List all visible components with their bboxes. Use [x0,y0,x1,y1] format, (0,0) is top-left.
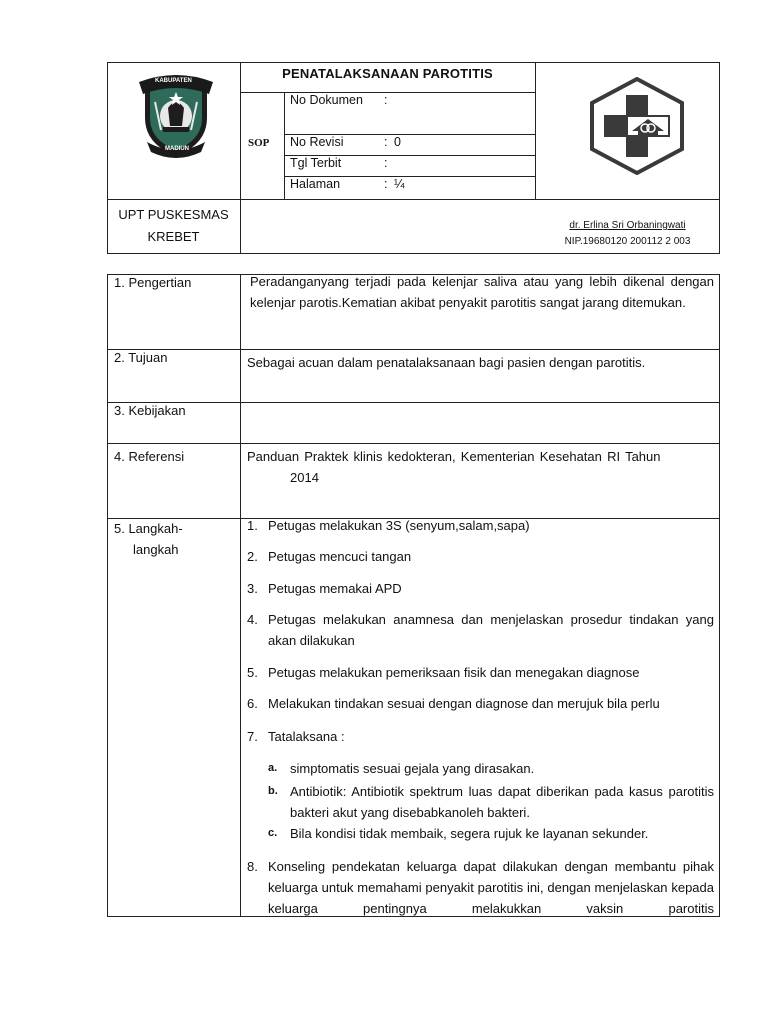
field-sep: : [384,135,388,149]
divider [240,62,241,254]
field-label-no-revisi: No Revisi [290,135,344,149]
section-text-tujuan: Sebagai acuan dalam penatalaksanaan bagi pasien dengan parotitis. [247,355,646,370]
substep-text: Bila kondisi tidak membaik, segera rujuk ke layanan sekunder. [290,826,649,841]
step-text: Petugas melakukan pemeriksaan fisik dan menegakan diagnose [268,665,640,680]
divider [107,443,720,444]
regency-emblem-logo [135,72,217,158]
divider [107,402,720,403]
step-number: 3. [247,581,258,596]
step-text: Tatalaksana : [268,729,345,744]
section-label-pengertian: 1. Pengertian [114,275,192,290]
step-text: Petugas melakukan anamnesa dan menjelaskan prosedur tindakan yang akan dilakukan [268,612,714,648]
divider [107,199,720,200]
puskesmas-cross-logo [588,77,686,175]
step-text: Konseling pendekatan keluarga dapat dilakukan dengan membantu pihak keluarga untuk memahami penyakit parotitis ini, dengan menjelaskan kepada keluarga pentingnya melakukkan vaksin parotitis [268,859,714,916]
divider [284,92,285,199]
step-item [247,856,714,916]
step-number: 1. [247,518,258,533]
divider [107,349,720,350]
step-text: Melakukan tindakan sesuai dengan diagnose dan merujuk bila perlu [268,696,660,711]
divider [240,274,241,917]
step-number: 4. [247,612,258,627]
step-text: Petugas memakai APD [268,581,402,596]
step-number: 5. [247,665,258,680]
signatory-name: dr. Erlina Sri Orbaningwati [569,220,686,231]
unit-name-line1: UPT PUSKESMAS [118,207,229,222]
substep-text: Antibiotik: Antibiotik spektrum luas dapat diberikan pada kasus parotitis bakteri akut yang disebabkanoleh bakteri. [290,784,714,820]
field-value-no-revisi: 0 [394,135,401,149]
signatory-nip: NIP.19680120 200112 2 003 [564,236,691,247]
divider [535,62,536,199]
step-text: Petugas melakukan 3S (senyum,salam,sapa) [268,518,530,533]
section-label-kebijakan: 3. Kebijakan [114,403,186,418]
divider [240,92,535,93]
section-label-tujuan: 2. Tujuan [114,350,168,365]
field-sep: : [384,93,388,107]
substep-letter: c. [268,827,278,839]
section-text-pengertian: Peradanganyang terjadi pada kelenjar saliva atau yang lebih dikenal dengan kelenjar parotis.Kematian akibat penyakit parotitis sangat jarang ditemukan. [250,274,714,310]
step-text: Petugas mencuci tangan [268,549,412,564]
step-number: 8. [247,859,258,874]
document-title: PENATALAKSANAAN PAROTITIS [282,66,493,81]
field-label-halaman: Halaman [290,177,341,191]
field-label-no-dokumen: No Dokumen [290,93,363,107]
unit-name-line2: KREBET [147,229,200,244]
substep-letter: a. [268,762,278,774]
section-label-langkah-line1: 5. Langkah- [114,521,183,536]
field-sep: : [384,177,388,191]
step-number: 7. [247,729,258,744]
section-text-referensi-line1: Panduan Praktek klinis kedokteran, Kementerian Kesehatan RI Tahun [247,449,661,464]
field-label-tgl-terbit: Tgl Terbit [290,156,342,170]
section-text-referensi-line2: 2014 [290,470,319,485]
step-item [247,609,714,651]
section-label-langkah [114,518,183,560]
emblem-bottom-text: MADIUN [165,146,189,152]
substep-text: simptomatis sesuai gejala yang dirasakan. [290,761,535,776]
unit-name [107,204,240,248]
field-value-halaman: ¼ [394,177,405,191]
step-number: 6. [247,696,258,711]
step-number: 2. [247,549,258,564]
field-sep: : [384,156,388,170]
section-label-langkah-line2: langkah [133,542,179,557]
emblem-top-text: KABUPATEN [155,78,192,84]
substep-letter: b. [268,785,278,797]
sop-label: SOP [248,137,270,149]
section-label-referensi: 4. Referensi [114,449,185,464]
